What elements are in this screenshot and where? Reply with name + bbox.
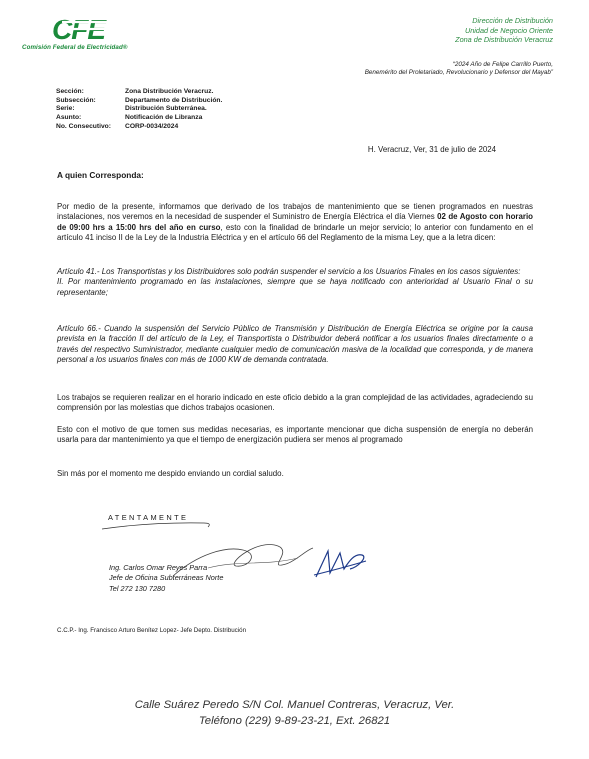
meta-value: Distribución Subterránea. [125,105,207,113]
meta-value: Notificación de Libranza [125,114,203,122]
article-41-heading: Artículo 41.- Los Transportistas y los Distribuidores solo podrán suspender el servicio a los Usuarios Finales en los casos siguientes: [57,267,521,276]
signer-role: Jefe de Oficina Subterráneas Norte [109,573,224,583]
dept-line: Dirección de Distribución [472,16,553,25]
article-41-clause: II. Por mantenimiento programado en las instalaciones, siempre que se haya notificado con anterioridad al Usuario Final o su representante; [57,277,533,297]
signer-phone: Tel 272 130 7280 [109,583,166,593]
initials-signature-icon [310,545,370,585]
paragraph-article-66: Artículo 66.- Cuando la suspensión del Servicio Público de Transmisión y Distribución de Energía Eléctrica se origine por la causa prevista en la fracción II del artículo de la Ley, el Transportista o Distribuidor deberá notificar a los usuarios finales directamente o a través del respectivo Suministrador, mediante cualquier medio de comunicación masiva de la localidad que corresponda, y de manera personal a los usuarios finales con más de 1000 KW de demanda contratada. [57,324,533,364]
closing-word: ATENTAMENTE [108,513,189,522]
meta-value: Departamento de Distribución. [125,96,223,104]
meta-row [56,123,222,132]
footer-phone: Teléfono (229) 9-89-23-21, Ext. 26821 [198,715,391,727]
signer-block [109,563,223,594]
meta-label: Sección: [56,88,84,95]
notice-text-start: Por medio de la presente, informamos que derivado de los trabajos de mantenimiento que se tienen programados en nuestras instalaciones, nos veremos en la necesidad de suspender el Suministro de Energía Eléctrica el día Viernes [57,202,533,222]
document-metadata [56,88,222,132]
paragraph-article-41 [57,267,533,298]
signer-name: Ing. Carlos Omar Reyes Parra [109,563,208,572]
meta-row [56,114,222,123]
dept-line: Unidad de Negocio Oriente [464,25,553,35]
meta-value: Zona Distribución Veracruz. [125,88,214,95]
meta-label: Asunto: [56,114,82,122]
motto-line: “2024 Año de Felipe Carrillo Puerto, [452,61,553,68]
logo-name: Comisión Federal de Electricidad [22,44,123,51]
notice-schedule: 02 de Agosto con horario de 09:00 hrs a 15:00 hrs del año en curso [57,212,533,232]
paragraph-reason: Los trabajos se requieren realizar en el horario indicado en este oficio debido a la gran complejidad de las actividades, agradeciendo su comprensión por las molestias que dichos trabajos ocasionen. [57,393,533,413]
paragraph-notice [57,202,533,243]
cfe-logo [22,14,172,56]
meta-row [56,105,222,114]
meta-row [56,88,222,97]
carbon-copy: C.C.P.- Ing. Francisco Arturo Benítez Lopez- Jefe Depto. Distribución [57,627,247,634]
meta-row [56,97,222,106]
meta-label: No. Consecutivo: [56,122,111,130]
dept-line: Zona de Distribución Veracruz [455,35,553,45]
cfe-logo-mark-icon [52,14,142,44]
logo-text: CFE [52,14,105,44]
year-motto [365,61,553,78]
department-block [455,16,553,45]
motto-line: Benemérito del Proletariado, Revolucionario y Defensor del Mayab” [364,69,553,77]
logo-registered-mark: ® [122,44,128,51]
notice-text-end: , esto con la finalidad de brindarle un mejor servicio; lo anterior con fundamento en el artículo 41 inciso II de la Ley de la Industria Eléctrica y en el artículo 66 del Reglamento de la misma Ley, que a la letra dicen: [57,222,534,242]
salutation: A quien Corresponda: [57,170,144,180]
meta-value: CORP-0034/2024 [125,122,179,130]
paragraph-farewell: Sin más por el momento me despido enviando un cordial saludo. [57,469,284,478]
place-and-date: H. Veracruz, Ver, 31 de julio de 2024 [367,145,496,154]
paragraph-precautions: Esto con el motivo de que tomen sus medidas necesarias, es importante mencionar que dicha suspensión de energía no deberán usarla para dar mantenimiento ya que el tiempo de energización pudiera ser menos al programado [57,425,533,445]
meta-label: Subsección: [56,96,96,104]
footer-address: Calle Suárez Peredo S/N Col. Manuel Contreras, Veracruz, Ver. [134,699,455,711]
meta-label: Serie: [56,105,75,113]
